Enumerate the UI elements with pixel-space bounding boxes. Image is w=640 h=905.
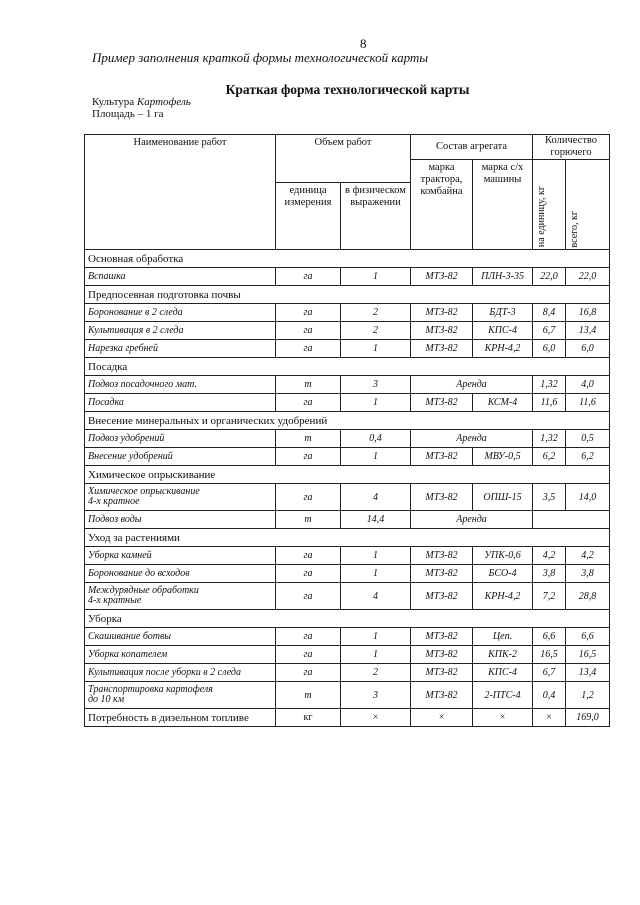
machine-cell: БСО-4 [473, 565, 533, 583]
table-row [85, 448, 610, 466]
total-cell: 28,8 [566, 583, 610, 610]
total-label: Потребность в дизельном топливе [85, 709, 276, 727]
work-name-line2: 4-х кратное [88, 496, 140, 507]
tractor-cell: МТЗ-82 [411, 268, 473, 286]
machine-cell: КРН-4,2 [473, 583, 533, 610]
work-name: Нарезка гребней [85, 340, 276, 358]
machine-cell: КСМ-4 [473, 394, 533, 412]
volume-cell: 1 [341, 268, 411, 286]
table-row [85, 394, 610, 412]
section-title: Предпосевная подготовка почвы [85, 286, 610, 304]
unit-cell: га [276, 322, 341, 340]
per-unit-cell: 0,4 [533, 682, 566, 709]
header-per-unit-cell [533, 160, 566, 250]
header-per-unit: на единицу, кг [536, 185, 548, 247]
work-name: Посадка [85, 394, 276, 412]
page-number: 8 [360, 36, 367, 51]
volume-cell: 2 [341, 322, 411, 340]
section-row [85, 610, 610, 628]
per-unit-cell: 1,32 [533, 376, 566, 394]
work-name: Подвоз воды [85, 511, 276, 529]
table-row [85, 304, 610, 322]
table-row [85, 511, 610, 529]
work-name: Уборка камней [85, 547, 276, 565]
work-name: Уборка копателем [85, 646, 276, 664]
work-name: Внесение удобрений [85, 448, 276, 466]
section-title: Химическое опрыскивание [85, 466, 610, 484]
table-row [85, 682, 610, 709]
total-tractor: × [411, 709, 473, 727]
volume-cell: 4 [341, 583, 411, 610]
table-row [85, 322, 610, 340]
tractor-cell: МТЗ-82 [411, 583, 473, 610]
culture-label: Культура [92, 96, 135, 108]
unit-cell: га [276, 394, 341, 412]
total-cell: 22,0 [566, 268, 610, 286]
total-cell: 14,0 [566, 484, 610, 511]
per-unit-cell: 6,7 [533, 322, 566, 340]
section-title: Основная обработка [85, 250, 610, 268]
section-row [85, 250, 610, 268]
machine-cell: КРН-4,2 [473, 340, 533, 358]
total-cell: 3,8 [566, 565, 610, 583]
total-cell: 6,0 [566, 340, 610, 358]
tractor-cell: МТЗ-82 [411, 628, 473, 646]
tractor-cell: МТЗ-82 [411, 565, 473, 583]
work-name: Культивация в 2 следа [85, 322, 276, 340]
tractor-cell: МТЗ-82 [411, 448, 473, 466]
section-row [85, 286, 610, 304]
work-name: Подвоз удобрений [85, 430, 276, 448]
total-cell: 13,4 [566, 322, 610, 340]
unit-cell: га [276, 583, 341, 610]
section-row [85, 529, 610, 547]
volume-cell: 1 [341, 448, 411, 466]
per-unit-cell: 6,2 [533, 448, 566, 466]
tractor-cell: МТЗ-82 [411, 394, 473, 412]
work-name: Боронование до всходов [85, 565, 276, 583]
tractor-cell: МТЗ-82 [411, 547, 473, 565]
table-row [85, 430, 610, 448]
per-unit-cell: 6,7 [533, 664, 566, 682]
unit-cell: т [276, 682, 341, 709]
total-cell: 6,6 [566, 628, 610, 646]
volume-cell: 2 [341, 664, 411, 682]
work-name-line1: Междурядные обработки [88, 585, 199, 596]
total-cell: 4,2 [566, 547, 610, 565]
empty-fuel-cell [533, 511, 610, 529]
rent-cell: Аренда [411, 376, 533, 394]
total-cell: 11,6 [566, 394, 610, 412]
per-unit-cell: 7,2 [533, 583, 566, 610]
total-cell: 16,8 [566, 304, 610, 322]
work-name: Скашивание ботвы [85, 628, 276, 646]
header-work-name: Наименование работ [85, 135, 276, 250]
volume-cell: 1 [341, 394, 411, 412]
work-name-line2: до 10 км [88, 694, 125, 705]
table-row [85, 664, 610, 682]
tractor-cell: МТЗ-82 [411, 484, 473, 511]
volume-cell: 0,4 [341, 430, 411, 448]
unit-cell: га [276, 664, 341, 682]
per-unit-cell: 4,2 [533, 547, 566, 565]
culture-value: Картофель [136, 96, 191, 108]
header-total: всего, кг [569, 210, 581, 247]
machine-cell: 2-ПТС-4 [473, 682, 533, 709]
machine-cell: ОПШ-15 [473, 484, 533, 511]
total-per-unit: × [533, 709, 566, 727]
per-unit-cell: 8,4 [533, 304, 566, 322]
unit-cell: га [276, 340, 341, 358]
section-row [85, 358, 610, 376]
unit-cell: га [276, 646, 341, 664]
tractor-cell: МТЗ-82 [411, 304, 473, 322]
area-line: Площадь – 1 га [92, 108, 164, 120]
rent-cell: Аренда [411, 511, 533, 529]
total-value: 169,0 [566, 709, 610, 727]
total-cell: 13,4 [566, 664, 610, 682]
total-volume: × [341, 709, 411, 727]
table-row [85, 376, 610, 394]
per-unit-cell: 16,5 [533, 646, 566, 664]
machine-cell: УПК-0,6 [473, 547, 533, 565]
tractor-cell: МТЗ-82 [411, 322, 473, 340]
machine-cell: МВУ-0,5 [473, 448, 533, 466]
per-unit-cell: 22,0 [533, 268, 566, 286]
page-subtitle: Пример заполнения краткой формы технологической карты [92, 50, 429, 65]
total-unit: кг [276, 709, 341, 727]
unit-cell: т [276, 376, 341, 394]
volume-cell: 3 [341, 682, 411, 709]
header-unit: единица измерения [276, 183, 341, 250]
total-cell: 1,2 [566, 682, 610, 709]
work-name [85, 583, 276, 610]
tractor-cell: МТЗ-82 [411, 682, 473, 709]
unit-cell: га [276, 628, 341, 646]
unit-cell: га [276, 565, 341, 583]
machine-cell: КПС-4 [473, 664, 533, 682]
machine-cell: КПК-2 [473, 646, 533, 664]
table-row [85, 340, 610, 358]
per-unit-cell: 3,8 [533, 565, 566, 583]
section-title: Уход за растениями [85, 529, 610, 547]
rent-cell: Аренда [411, 430, 533, 448]
volume-cell: 1 [341, 565, 411, 583]
section-title: Уборка [85, 610, 610, 628]
table-row [85, 484, 610, 511]
total-row [85, 709, 610, 727]
unit-cell: га [276, 547, 341, 565]
header-work-volume: Объем работ [276, 135, 411, 183]
total-cell: 16,5 [566, 646, 610, 664]
header-total-cell [566, 160, 610, 250]
per-unit-cell: 11,6 [533, 394, 566, 412]
unit-cell: га [276, 484, 341, 511]
header-fuel: Количество горючего [533, 135, 610, 160]
unit-cell: га [276, 448, 341, 466]
work-name: Вспашка [85, 268, 276, 286]
table-row [85, 565, 610, 583]
table-row [85, 268, 610, 286]
culture-line [92, 96, 191, 108]
per-unit-cell: 3,5 [533, 484, 566, 511]
machine-cell: КПС-4 [473, 322, 533, 340]
section-row [85, 412, 610, 430]
section-row [85, 466, 610, 484]
machine-cell: ПЛН-3-35 [473, 268, 533, 286]
work-name [85, 682, 276, 709]
section-title: Посадка [85, 358, 610, 376]
total-cell: 0,5 [566, 430, 610, 448]
work-name-line1: Транспортировка картофеля [88, 684, 213, 695]
volume-cell: 1 [341, 628, 411, 646]
table-row [85, 646, 610, 664]
document-title: Краткая форма технологической карты [225, 82, 470, 97]
table-body [85, 250, 610, 727]
volume-cell: 1 [341, 547, 411, 565]
table-row [85, 547, 610, 565]
per-unit-cell: 6,6 [533, 628, 566, 646]
unit-cell: га [276, 304, 341, 322]
total-cell: 6,2 [566, 448, 610, 466]
work-name-line2: 4-х кратные [88, 595, 142, 606]
work-name: Культивация после уборки в 2 следа [85, 664, 276, 682]
total-cell: 4,0 [566, 376, 610, 394]
section-title: Внесение минеральных и органических удобрений [85, 412, 610, 430]
volume-cell: 4 [341, 484, 411, 511]
total-machine: × [473, 709, 533, 727]
machine-cell: Цеп. [473, 628, 533, 646]
header-machine: марка с/х машины [473, 160, 533, 250]
per-unit-cell: 6,0 [533, 340, 566, 358]
volume-cell: 2 [341, 304, 411, 322]
tractor-cell: МТЗ-82 [411, 340, 473, 358]
unit-cell: т [276, 430, 341, 448]
unit-cell: га [276, 268, 341, 286]
volume-cell: 14,4 [341, 511, 411, 529]
table-row [85, 628, 610, 646]
tractor-cell: МТЗ-82 [411, 664, 473, 682]
header-unit-composition: Состав агрегата [411, 135, 533, 160]
tractor-cell: МТЗ-82 [411, 646, 473, 664]
work-name: Боронование в 2 следа [85, 304, 276, 322]
volume-cell: 1 [341, 340, 411, 358]
tech-map-table [84, 134, 610, 727]
work-name [85, 484, 276, 511]
table-row [85, 583, 610, 610]
work-name-line1: Химическое опрыскивание [88, 486, 200, 497]
volume-cell: 3 [341, 376, 411, 394]
machine-cell: БДТ-3 [473, 304, 533, 322]
header-physical: в физическом выражении [341, 183, 411, 250]
unit-cell: т [276, 511, 341, 529]
per-unit-cell: 1,32 [533, 430, 566, 448]
work-name: Подвоз посадочного мат. [85, 376, 276, 394]
volume-cell: 1 [341, 646, 411, 664]
header-tractor: марка трактора, комбайна [411, 160, 473, 250]
